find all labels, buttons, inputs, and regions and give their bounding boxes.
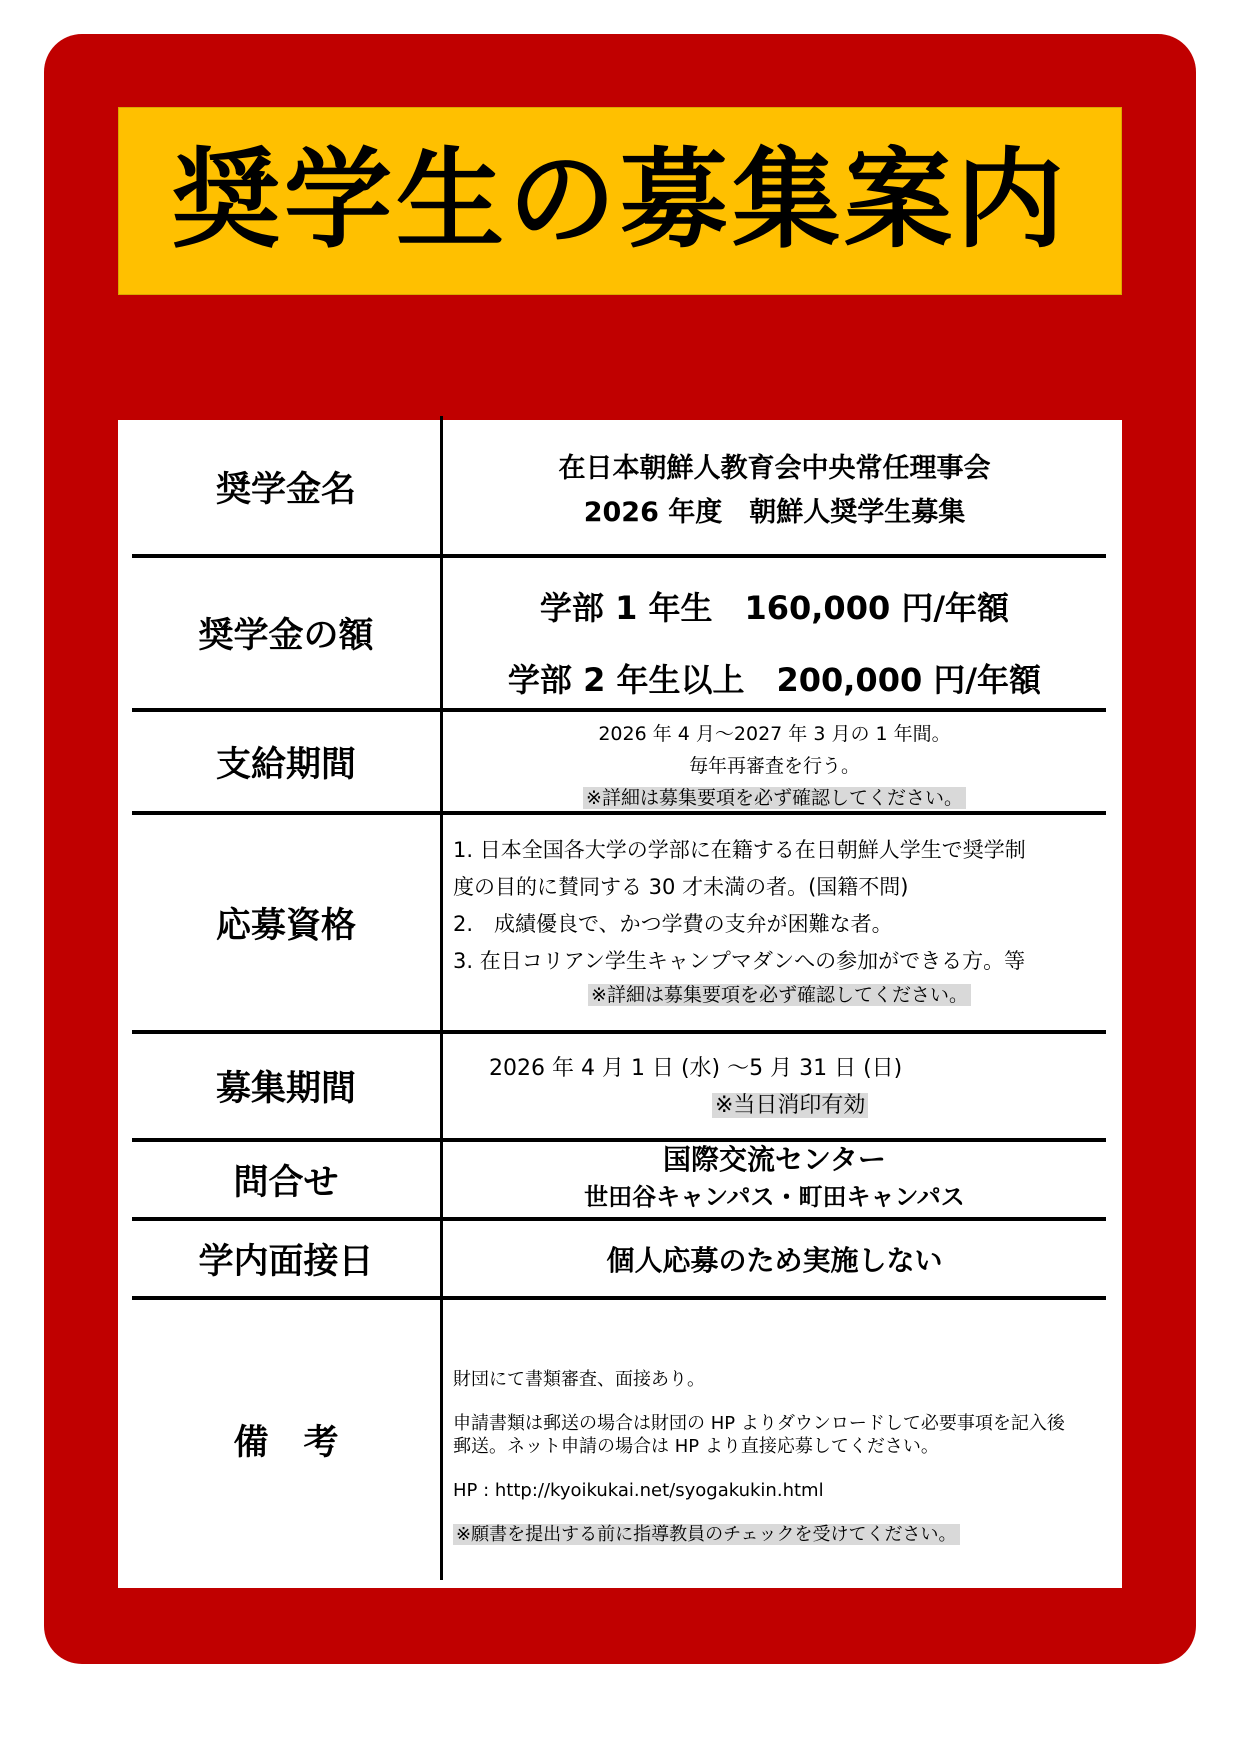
note-highlight: ※願書を提出する前に指導教員のチェックを受けてください。 <box>453 1524 960 1545</box>
homepage-url: HP : http://kyoikukai.net/syogakukin.html <box>453 1480 824 1501</box>
label-scholarship-name: 奨学金名 <box>215 470 356 510</box>
value-recruitment-period: 2026 年 4 月 1 日 (水) ～5 月 31 日 (日) ※当日消印有効 <box>489 1056 903 1118</box>
eligibility-item-1: 1. 日本全国各大学の学部に在籍する在日朝鮮人学生で奨学制 <box>453 838 1026 862</box>
label-recruitment-period: 募集期間 <box>215 1069 356 1109</box>
value-scholarship-amount <box>443 572 1106 716</box>
eligibility-item-3: 3. 在日コリアン学生キャンプマダンへの参加ができる方。等 <box>453 949 1026 973</box>
label-payment-period: 支給期間 <box>215 744 356 785</box>
value-eligibility: 1. 日本全国各大学の学部に在籍する在日朝鮮人学生で奨学制 度の目的に賛同する 30 才未満の者。(国籍不問) 2. 成績優良で、かつ学費の支弁が困難な者。 3. 在日コリアン学生キャンプマダンへの参加ができる方。等 ※詳細は募集要項を必ず確認してください。 <box>443 832 1106 1010</box>
label-interview-date: 学内面接日 <box>198 1241 374 1282</box>
eligibility-item-2: 2. 成績優良で、かつ学費の支弁が困難な者。 <box>453 912 893 936</box>
amount-second-year-plus: 学部 2 年生以上 200,000 円/年額 <box>507 661 1042 699</box>
note-highlight: ※詳細は募集要項を必ず確認してください。 <box>588 984 971 1006</box>
label-remarks: 備 考 <box>233 1423 339 1463</box>
value-remarks: 財団にて書類審査、面接あり。 申請書類は郵送の場合は財団の HP よりダウンロードして必要事項を記入後 郵送。ネット申請の場合は HP より直接応募してください。 HP : http://kyoikukai.net/syogakukin.html ※願書を提出する前に指導教員のチェックを受けてください。 <box>443 1368 1106 1546</box>
page-title: 奨学生の募集案内 <box>171 138 1068 263</box>
label-contact: 問合せ <box>233 1162 339 1203</box>
amount-first-year: 学部 1 年生 160,000 円/年額 <box>539 589 1010 627</box>
value-scholarship-name: 在日本朝鮮人教育会中央常任理事会 2026 年度 朝鮮人奨学生募集 <box>558 453 991 528</box>
value-contact: 国際交流センター 世田谷キャンパス・町田キャンパス <box>584 1143 965 1211</box>
note-highlight: ※当日消印有効 <box>712 1093 868 1118</box>
label-eligibility: 応募資格 <box>215 905 356 946</box>
title-banner <box>118 107 1122 295</box>
note-highlight: ※詳細は募集要項を必ず確認してください。 <box>583 787 966 809</box>
value-payment-period: 2026 年 4 月～2027 年 3 月の 1 年間。 毎年再審査を行う。 ※詳細は募集要項を必ず確認してください。 <box>443 718 1106 814</box>
label-scholarship-amount: 奨学金の額 <box>198 616 374 656</box>
value-interview-date: 個人応募のため実施しない <box>606 1243 943 1277</box>
